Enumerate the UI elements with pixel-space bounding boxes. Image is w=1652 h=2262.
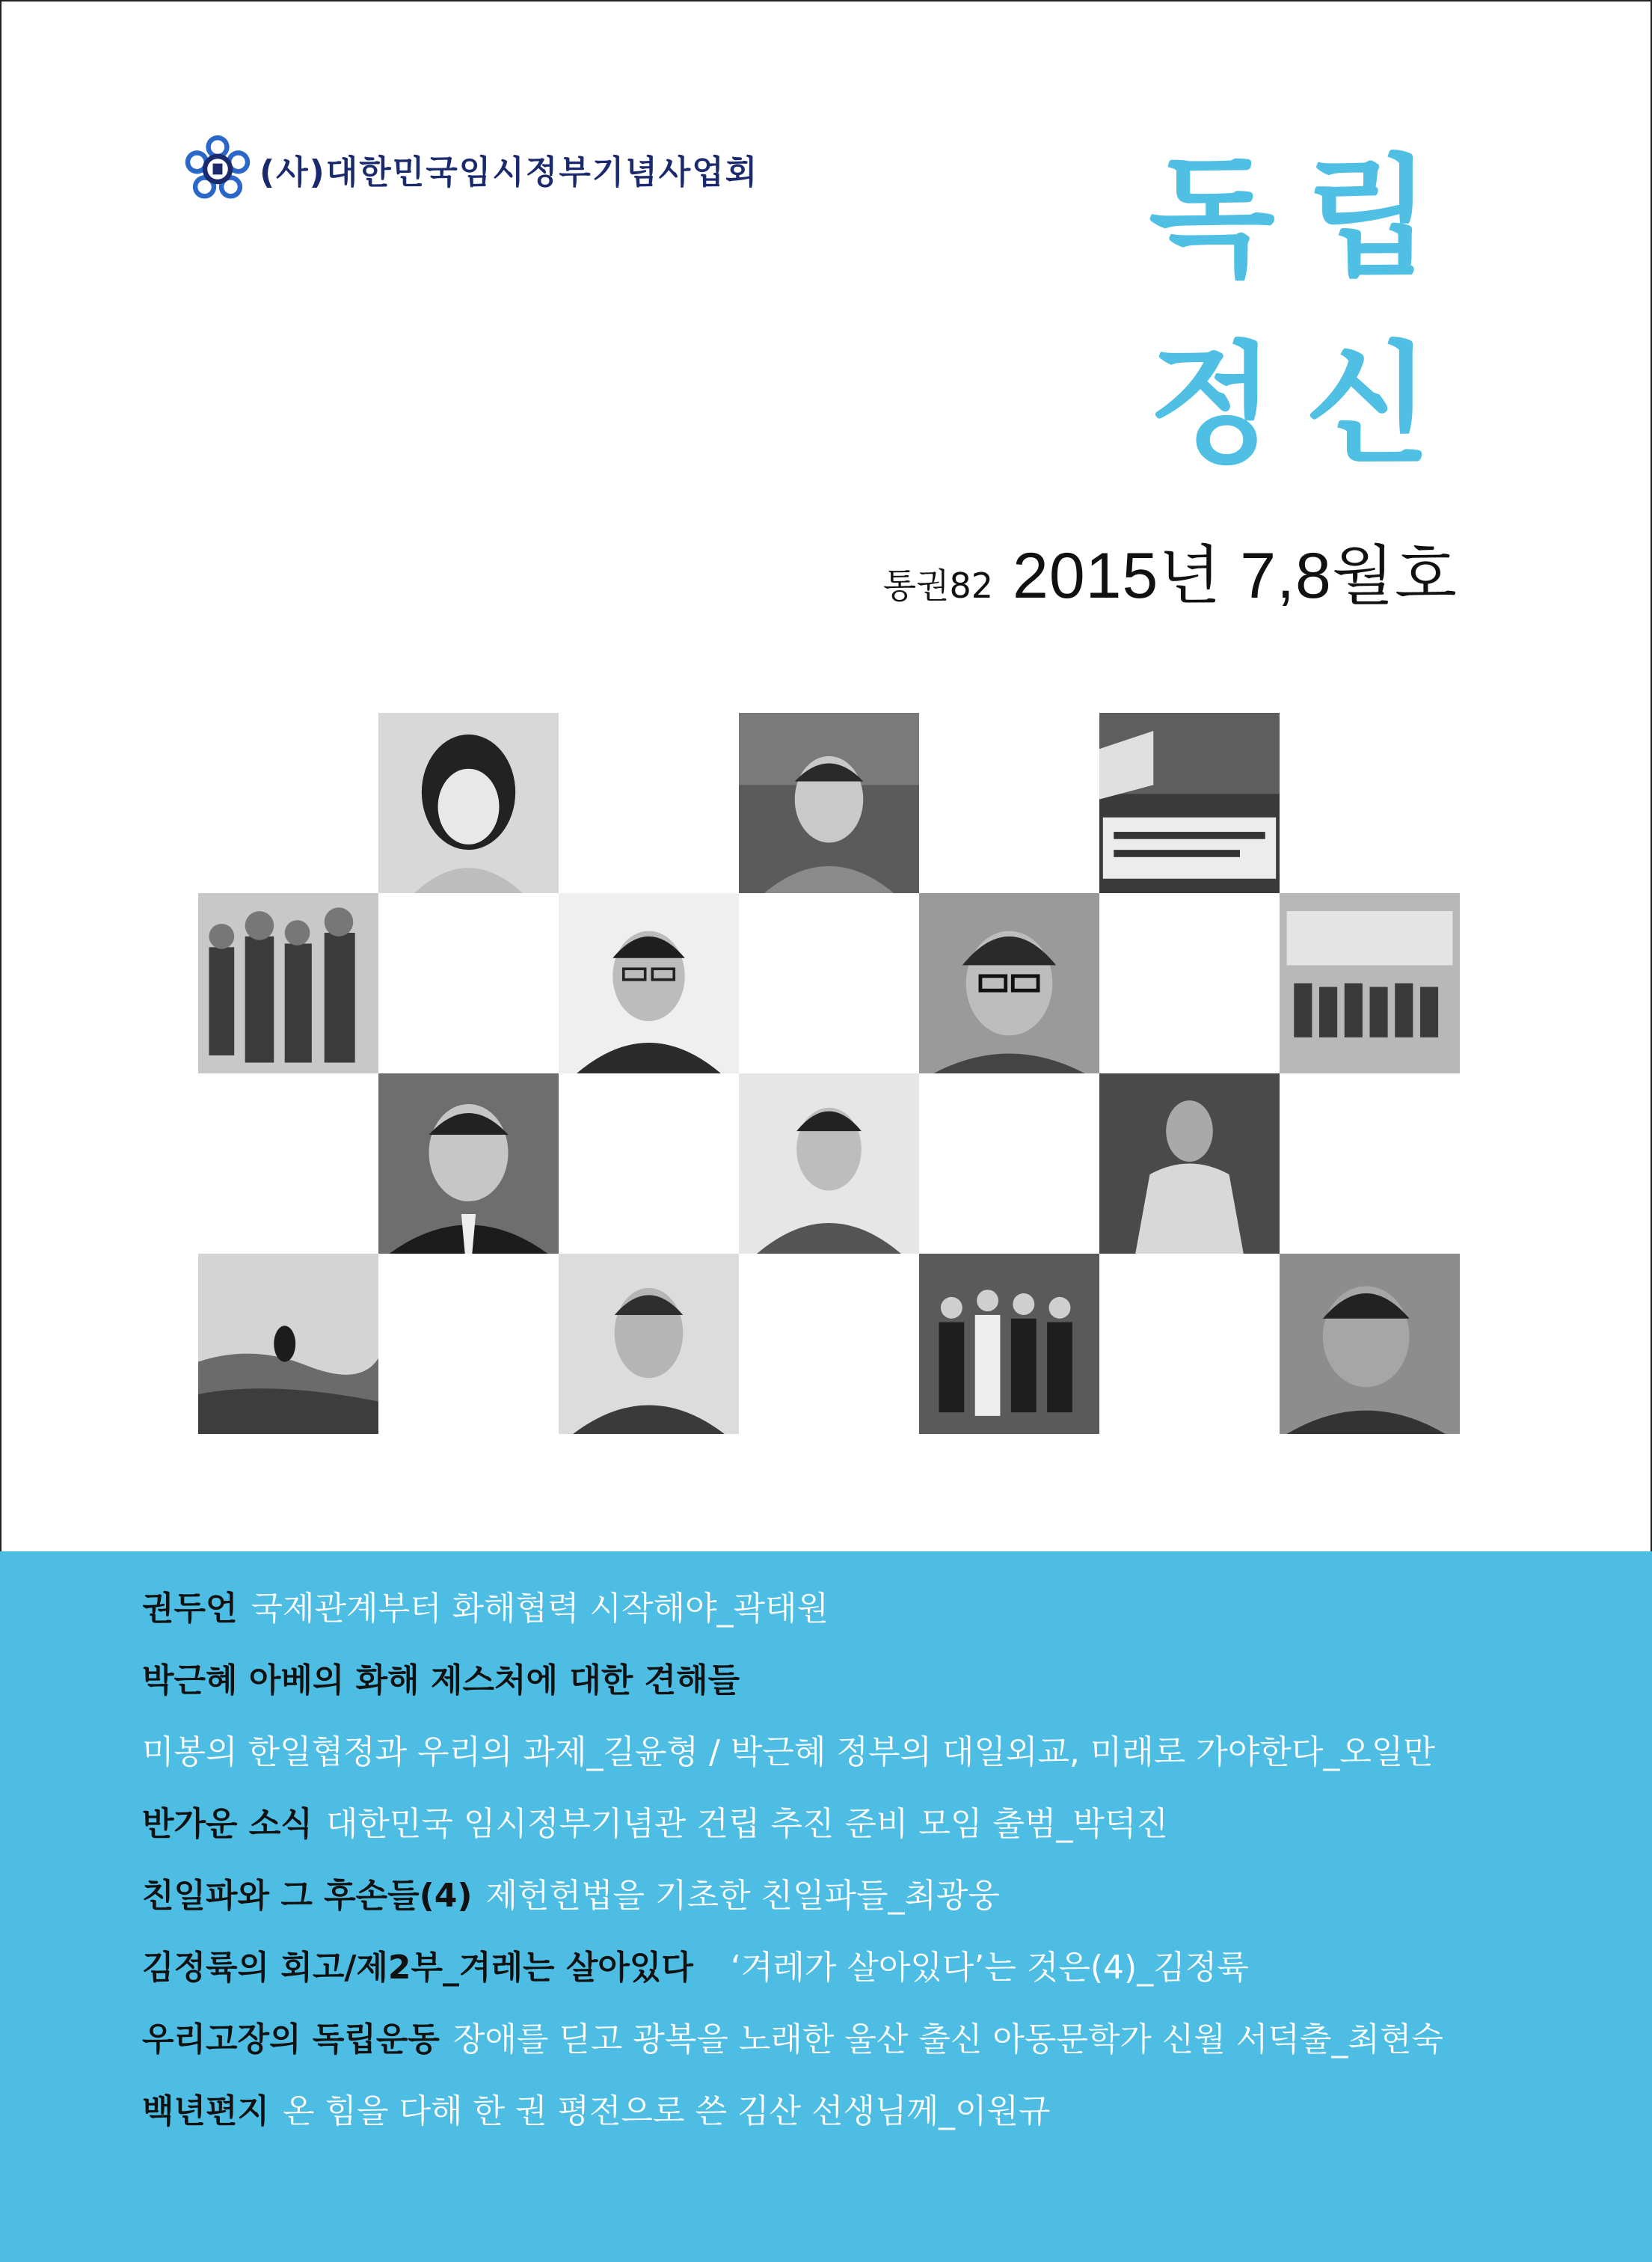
photo-group-meeting [1280,893,1460,1073]
photo-portrait-man-glasses-smiling [919,893,1099,1073]
photo-portrait-man-suit [378,1073,559,1254]
toc-section-heading: 반가운 소식 [142,1805,313,1843]
photo-portrait-man-glasses [559,893,739,1073]
photo-historic-portrait [1099,1073,1280,1254]
organization-name: (사)대한민국임시정부기념사업회 [260,153,759,191]
toc-item[interactable] [142,1713,1630,1785]
toc-item[interactable] [142,1928,1630,2000]
toc-article-title: 대한민국 임시정부기념관 건립 추진 준비 모임 출범_박덕진 [325,1805,1168,1843]
photo-portrait-man-outdoors [739,713,919,893]
photo-grid [198,713,1458,1434]
toc-item[interactable] [142,2000,1630,2072]
magazine-title-line1: 독립 [1148,143,1461,295]
toc-article-title: 온 힘을 다해 한 권 평전으로 쓴 김산 선생님께_이원규 [283,2092,1051,2130]
photo-portrait-woman [378,713,559,893]
volume-number: 통권82 [882,566,993,606]
organization-logo [183,135,758,203]
toc-section-heading: 박근혜 아베의 화해 제스처에 대한 견해들 [142,1661,740,1699]
issue-date: 2015년 7,8월호 [1013,540,1458,612]
toc-section-heading: 우리고장의 독립운동 [142,2020,440,2059]
toc-section-heading: 친일파와 그 후손들(4) [142,1877,473,1915]
photo-soldiers [198,893,378,1073]
toc-article-title: 제헌헌법을 기초한 친일파들_최광웅 [485,1877,1001,1915]
photo-painting-landscape [198,1254,378,1434]
toc-item[interactable] [142,1641,1630,1713]
photo-portrait-man-striped-shirt [739,1073,919,1254]
issue-info [883,524,1458,616]
toc-item[interactable] [142,1857,1630,1928]
toc-section-heading: 김정륙의 회고/제2부_겨레는 살아있다 [142,1949,693,1987]
toc-article-title: ‘겨레가 살아있다’는 것은(4)_김정륙 [730,1949,1249,1987]
table-of-contents [142,1569,1630,2144]
toc-article-title: 장애를 딛고 광복을 노래한 울산 출신 아동문학가 신월 서덕출_최현숙 [452,2020,1443,2059]
toc-item[interactable] [142,2072,1630,2144]
toc-article-title: 미봉의 한일협정과 우리의 과제_길윤형 / 박근혜 정부의 대일외교, 미래로 가야한다_오일만 [142,1733,1435,1771]
toc-item[interactable] [142,1785,1630,1857]
toc-section-heading: 권두언 [142,1590,238,1628]
photo-portrait-man-outdoor-smiling [1280,1254,1460,1434]
toc-item[interactable] [142,1569,1630,1641]
photo-protest-crowd [1099,713,1280,893]
photo-historic-group [919,1254,1099,1434]
toc-section-heading: 백년편지 [142,2092,270,2130]
flower-emblem-icon [183,135,252,203]
magazine-title-line2: 정신 [1148,330,1461,482]
toc-article-title: 국제관계부터 화해협력 시작해야_곽태원 [251,1590,829,1628]
photo-portrait-elderly-man [559,1254,739,1434]
